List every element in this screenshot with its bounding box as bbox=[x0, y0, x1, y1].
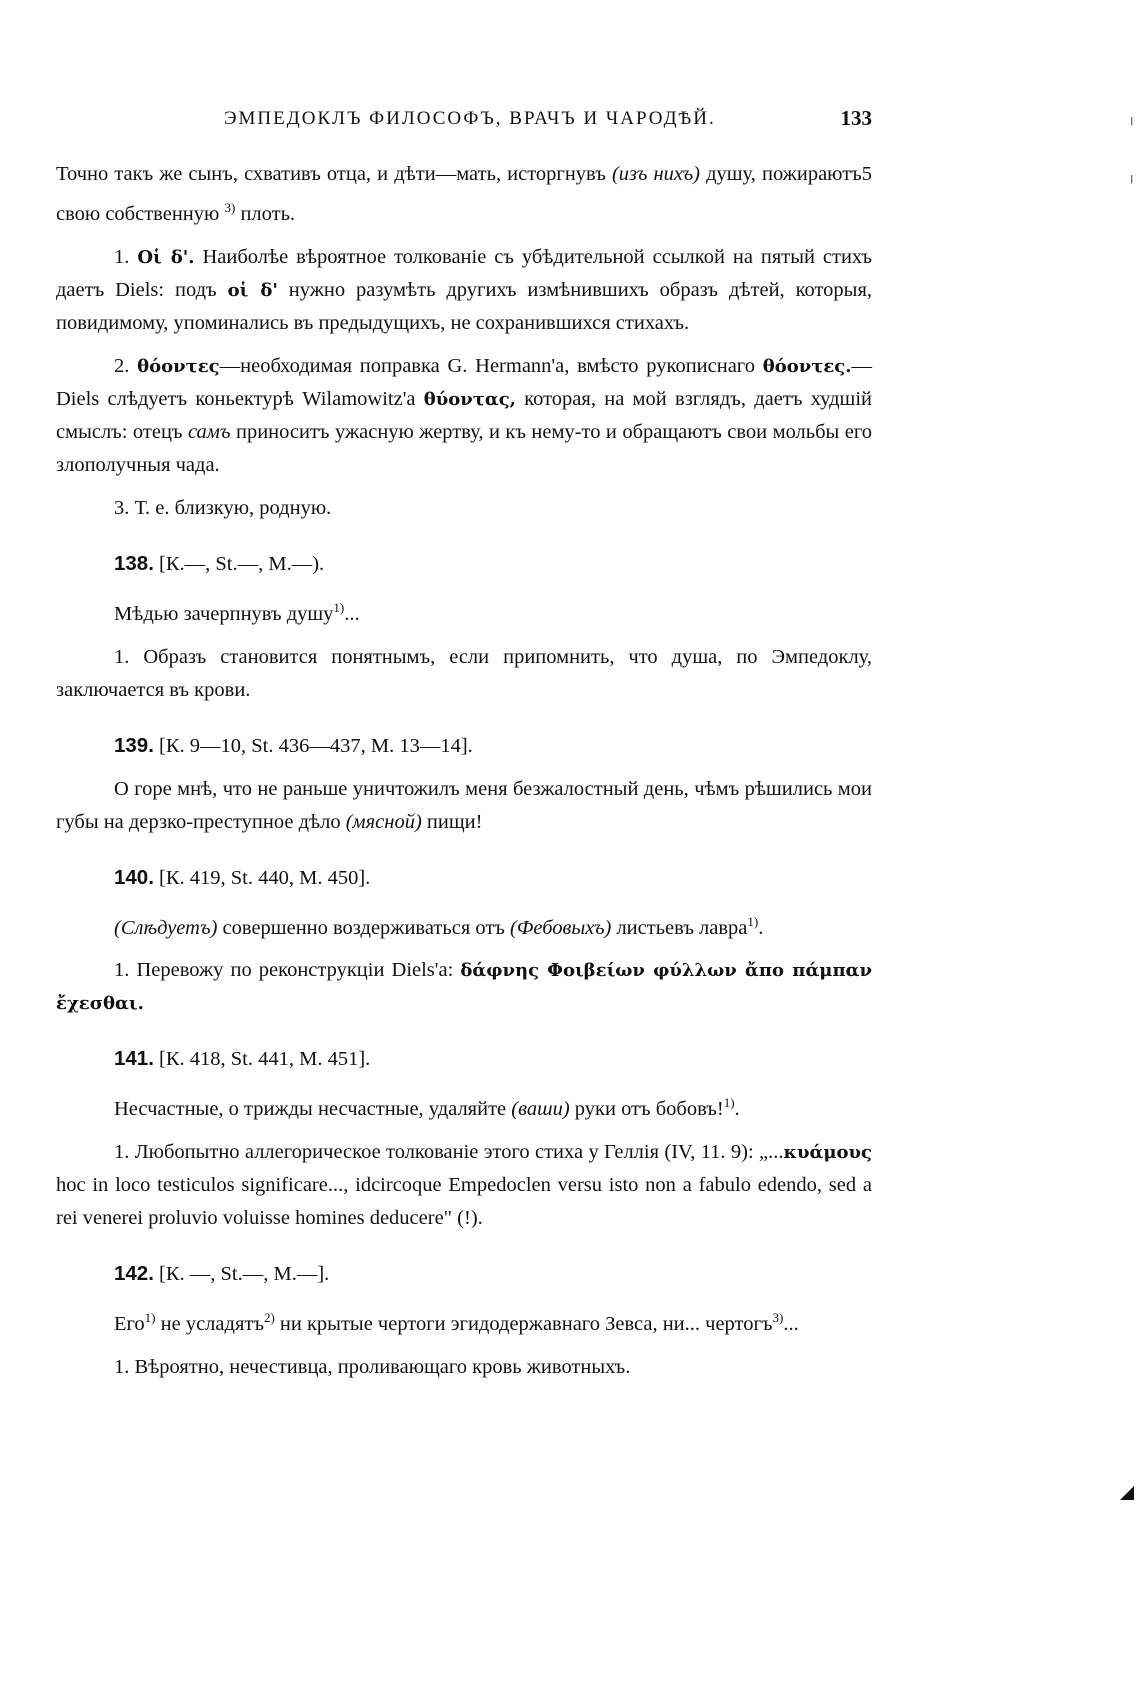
fragment-137-verse bbox=[56, 158, 872, 231]
fragment-refs: [К. 418, St. 441, М. 451]. bbox=[159, 1048, 371, 1071]
footnote-ref: 1) bbox=[747, 913, 759, 929]
scan-speck: ╵ bbox=[1127, 177, 1136, 192]
greek-word: θόοντες. bbox=[762, 355, 852, 377]
fragment-number: 141. bbox=[114, 1047, 154, 1071]
footnote-ref: 1) bbox=[723, 1095, 735, 1111]
verse-text: пищи! bbox=[426, 810, 483, 833]
verse-italic: (Слѣдуетъ) bbox=[114, 916, 218, 939]
footnote-1: 1. Вѣроятно, нечестивца, проливающаго кровь животныхъ. bbox=[114, 1356, 631, 1379]
footnote-number: 1. bbox=[114, 245, 130, 268]
fragment-number: 142. bbox=[114, 1262, 154, 1286]
footnote-number: 2. bbox=[114, 354, 130, 377]
verse-text: О горе мнѣ, что не раньше уничтожилъ меня безжалостный день, чѣмъ рѣшились мои губы на дерзко-преступное дѣло bbox=[56, 777, 872, 833]
italic-word: самъ bbox=[187, 420, 231, 443]
fragment-138-verse bbox=[56, 591, 872, 631]
verse-text: Его bbox=[114, 1313, 145, 1336]
footnote-2 bbox=[56, 350, 872, 482]
verse-italic: (мясной) bbox=[345, 810, 422, 833]
verse-text: плоть. bbox=[240, 202, 296, 225]
footnote-1 bbox=[56, 241, 872, 340]
fragment-142-verse bbox=[56, 1301, 872, 1341]
fragment-number: 139. bbox=[114, 733, 154, 757]
running-title: ЭМПЕДОКЛЪ ФИЛОСОФЪ, ВРАЧЪ И ЧАРОДѢЙ. bbox=[224, 108, 716, 129]
fragment-141-heading bbox=[114, 1042, 872, 1076]
footnote-text: —необходимая поправка G. Hermann'a, вмѣсто рукописнаго bbox=[219, 354, 755, 377]
footnote-ref: 1) bbox=[333, 599, 345, 615]
footnote-ref: 3) bbox=[772, 1310, 784, 1326]
greek-quote: δάφνης Φοιβείων φύλλων ἄπο πάμπαν ἔχεσθαι. bbox=[56, 960, 872, 1015]
fragment-refs: [К. 419, St. 440, М. 450]. bbox=[159, 866, 371, 889]
fragment-140-heading bbox=[114, 861, 872, 895]
fragment-number: 140. bbox=[114, 865, 154, 889]
footnote-3: 3. Т. е. близкую, родную. bbox=[114, 496, 332, 519]
footnote-1 bbox=[56, 954, 872, 1020]
footnote-ref: 1) bbox=[144, 1310, 156, 1326]
verse-italic: (ваши) bbox=[511, 1098, 570, 1121]
greek-word: θύοντας, bbox=[423, 388, 516, 410]
footnote-1 bbox=[56, 1136, 872, 1235]
footnote-text: приноситъ ужасную жертву, и къ нему-то и обращаютъ свои мольбы его злополучныя чада. bbox=[56, 420, 873, 476]
page-number: 133 bbox=[840, 106, 872, 130]
verse-italic: (Фебовыхъ) bbox=[510, 916, 612, 939]
verse-text: ... bbox=[344, 602, 360, 625]
verse-text: ... bbox=[783, 1313, 799, 1336]
greek-word: κυάμους bbox=[783, 1142, 872, 1164]
fragment-141-verse bbox=[56, 1086, 872, 1126]
verse-text: Мѣдью зачерпнувъ душу bbox=[114, 602, 334, 625]
fragment-140-verse bbox=[56, 905, 872, 945]
fragment-refs: [К. 9—10, St. 436—437, М. 13—14]. bbox=[159, 734, 473, 757]
scan-speck: ╵ bbox=[1127, 119, 1136, 134]
fragment-139-heading bbox=[114, 729, 872, 763]
fragment-number: 138. bbox=[114, 551, 154, 575]
verse-text: . bbox=[734, 1098, 740, 1121]
footnote-text: которая, на мой взглядъ, даетъ худшій смыслъ: отецъ bbox=[56, 387, 872, 443]
scan-corner-mark bbox=[1120, 1486, 1134, 1500]
line-number: 5 bbox=[861, 163, 872, 185]
verse-text: Несчастные, о трижды несчастные, удаляйте bbox=[114, 1098, 507, 1121]
verse-italic: (изъ нихъ) bbox=[611, 163, 700, 185]
verse-text: совершенно воздерживаться отъ bbox=[222, 916, 505, 939]
verse-text: не усладятъ bbox=[160, 1313, 264, 1336]
page-body bbox=[56, 158, 872, 1394]
fragment-142-heading bbox=[114, 1257, 872, 1291]
footnote-text: нужно разумѣть другихъ измѣнившихъ образъ дѣтей, которыя, повидимому, упоминались въ предыдущихъ, не сохранившихся стихахъ. bbox=[56, 278, 872, 334]
footnote-text: 1. Перевожу по реконструкціи Diels'a: bbox=[114, 959, 454, 982]
verse-text: ни крытые чертоги эгидодержавнаго Зевса, ни... чертогъ bbox=[279, 1313, 773, 1336]
footnote-text: 1. Любопытно аллегорическое толкованіе этого стиха у Геллія (IV, 11. 9): „... bbox=[114, 1141, 784, 1164]
verse-text: Точно такъ же сынъ, схвативъ отца, и дѣти—мать, исторгнувъ bbox=[56, 163, 606, 185]
verse-text: руки отъ бобовъ! bbox=[574, 1098, 724, 1121]
verse-text: . bbox=[758, 916, 764, 939]
fragment-139-verse bbox=[56, 773, 872, 839]
footnote-text: Наиболѣе вѣроятное толкованіе съ убѣдительной ссылкой на пятый стихъ даетъ Diels: подъ bbox=[56, 245, 872, 301]
footnote-ref: 2) bbox=[263, 1310, 275, 1326]
footnote-ref: 3) bbox=[224, 200, 236, 215]
greek-word: Οἱ δ'. bbox=[137, 246, 195, 268]
footnote-text: hoc in loco testiculos significare..., idcircoque Empedoclen versu isto non a fabulo edendo, sed a rei venerei proluvio voluisse homines deducere" (!). bbox=[56, 1174, 872, 1230]
fragment-refs: [К.—, St.—, М.—). bbox=[159, 552, 325, 575]
footnote-1: 1. Образъ становится понятнымъ, если припомнить, что душа, по Эмпедоклу, заключается въ крови. bbox=[56, 645, 872, 701]
page-header bbox=[56, 108, 872, 136]
footnote-text: —Diels слѣдуетъ коньектурѣ Wilamowitz'a bbox=[56, 354, 873, 410]
fragment-refs: [К. —, St.—, М.—]. bbox=[159, 1263, 330, 1286]
fragment-138-heading bbox=[114, 547, 872, 581]
verse-text: душу, пожираютъ свою собственную bbox=[56, 163, 862, 225]
greek-word: οἱ δ' bbox=[227, 279, 278, 301]
verse-text: листьевъ лавра bbox=[616, 916, 748, 939]
greek-word: θόοντες bbox=[137, 355, 220, 377]
